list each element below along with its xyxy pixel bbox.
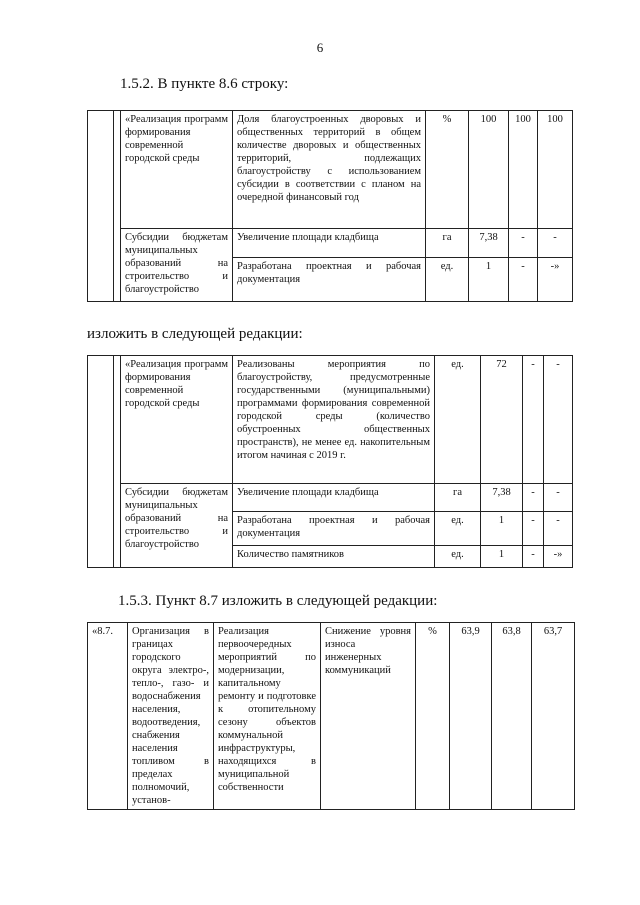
table-row xyxy=(88,229,573,258)
empty-cell xyxy=(88,356,114,568)
event-cell: Субсидии бюджетам муниципальных образований на строительство и благоустройство xyxy=(121,229,233,302)
indicator-cell: Реализованы мероприятия по благоустройству, предусмотренные государственными (муниципальными) программами формирования современной городской среды (количество обустроенных общественных пространств), не менее ед. накопительным итогом начиная с 2019 г. xyxy=(233,356,435,484)
unit-cell: га xyxy=(426,229,469,258)
indicator-cell: Увеличение площади кладбища xyxy=(233,484,435,512)
value-cell: - xyxy=(523,546,544,568)
table-current-wording xyxy=(87,110,573,302)
indicator-cell: Разработана проектная и рабочая документация xyxy=(233,512,435,546)
value-cell: - xyxy=(509,258,538,302)
section-heading-1-5-3: 1.5.3. Пункт 8.7 изложить в следующей редакции: xyxy=(118,593,438,609)
unit-cell: га xyxy=(435,484,481,512)
event-cell: «Реализация программ формирования современной городской среды xyxy=(121,356,233,484)
value-cell: 100 xyxy=(469,111,509,229)
value-cell: 1 xyxy=(481,512,523,546)
value-cell: 72 xyxy=(481,356,523,484)
value-cell: 1 xyxy=(481,546,523,568)
table-item-8-7 xyxy=(87,622,575,810)
value-cell: -» xyxy=(538,258,573,302)
value-cell: - xyxy=(523,484,544,512)
value-cell: 63,7 xyxy=(532,623,575,810)
value-cell: - xyxy=(544,484,573,512)
empty-cell xyxy=(114,111,121,302)
value-cell: 63,8 xyxy=(492,623,532,810)
indicator-cell: Количество памятников xyxy=(233,546,435,568)
table-row xyxy=(88,623,575,810)
value-cell: - xyxy=(538,229,573,258)
unit-cell: ед. xyxy=(426,258,469,302)
item-number-cell: «8.7. xyxy=(88,623,128,810)
value-cell: 7,38 xyxy=(469,229,509,258)
value-cell: 1 xyxy=(469,258,509,302)
value-cell: - xyxy=(544,356,573,484)
value-cell: 100 xyxy=(509,111,538,229)
value-cell: - xyxy=(523,356,544,484)
value-cell: -» xyxy=(544,546,573,568)
table-row xyxy=(88,484,573,512)
value-cell: - xyxy=(544,512,573,546)
unit-cell: ед. xyxy=(435,356,481,484)
unit-cell: % xyxy=(426,111,469,229)
value-cell: 63,9 xyxy=(450,623,492,810)
value-cell: 100 xyxy=(538,111,573,229)
unit-cell: ед. xyxy=(435,512,481,546)
section-heading-new-wording: изложить в следующей редакции: xyxy=(87,326,303,342)
indicator-cell: Разработана проектная и рабочая документация xyxy=(233,258,426,302)
event-cell: Субсидии бюджетам муниципальных образований на строительство и благоустройство xyxy=(121,484,233,568)
indicator-cell: Увеличение площади кладбища xyxy=(233,229,426,258)
event-cell: «Реализация программ формирования современной городской среды xyxy=(121,111,233,229)
page-number: 6 xyxy=(316,40,324,55)
unit-cell: % xyxy=(416,623,450,810)
task-cell: Организация в границах городского округа электро-, тепло-, газо- и водоснабжения населения, водоотведения, снабжения населения топливом в пределах полномочий, установ- xyxy=(128,623,214,810)
value-cell: - xyxy=(509,229,538,258)
value-cell: - xyxy=(523,512,544,546)
indicator-cell: Снижение уровня износа инженерных коммуникаций xyxy=(321,623,416,810)
unit-cell: ед. xyxy=(435,546,481,568)
empty-cell xyxy=(114,356,121,568)
table-row xyxy=(88,356,573,484)
section-heading-1-5-2: 1.5.2. В пункте 8.6 строку: xyxy=(120,76,289,92)
empty-cell xyxy=(88,111,114,302)
table-row xyxy=(88,111,573,229)
indicator-cell: Доля благоустроенных дворовых и общественных территорий в общем количестве дворовых и общественных территорий, подлежащих благоустройству с использованием субсидии в соответствии с планом на очередной финансовый год xyxy=(233,111,426,229)
table-new-wording xyxy=(87,355,573,568)
value-cell: 7,38 xyxy=(481,484,523,512)
event-cell: Реализация первоочередных мероприятий по модернизации, капитальному ремонту и подготовке к отопительному сезону объектов коммунальной инфраструктуры, находящихся в муниципальной собственности xyxy=(214,623,321,810)
